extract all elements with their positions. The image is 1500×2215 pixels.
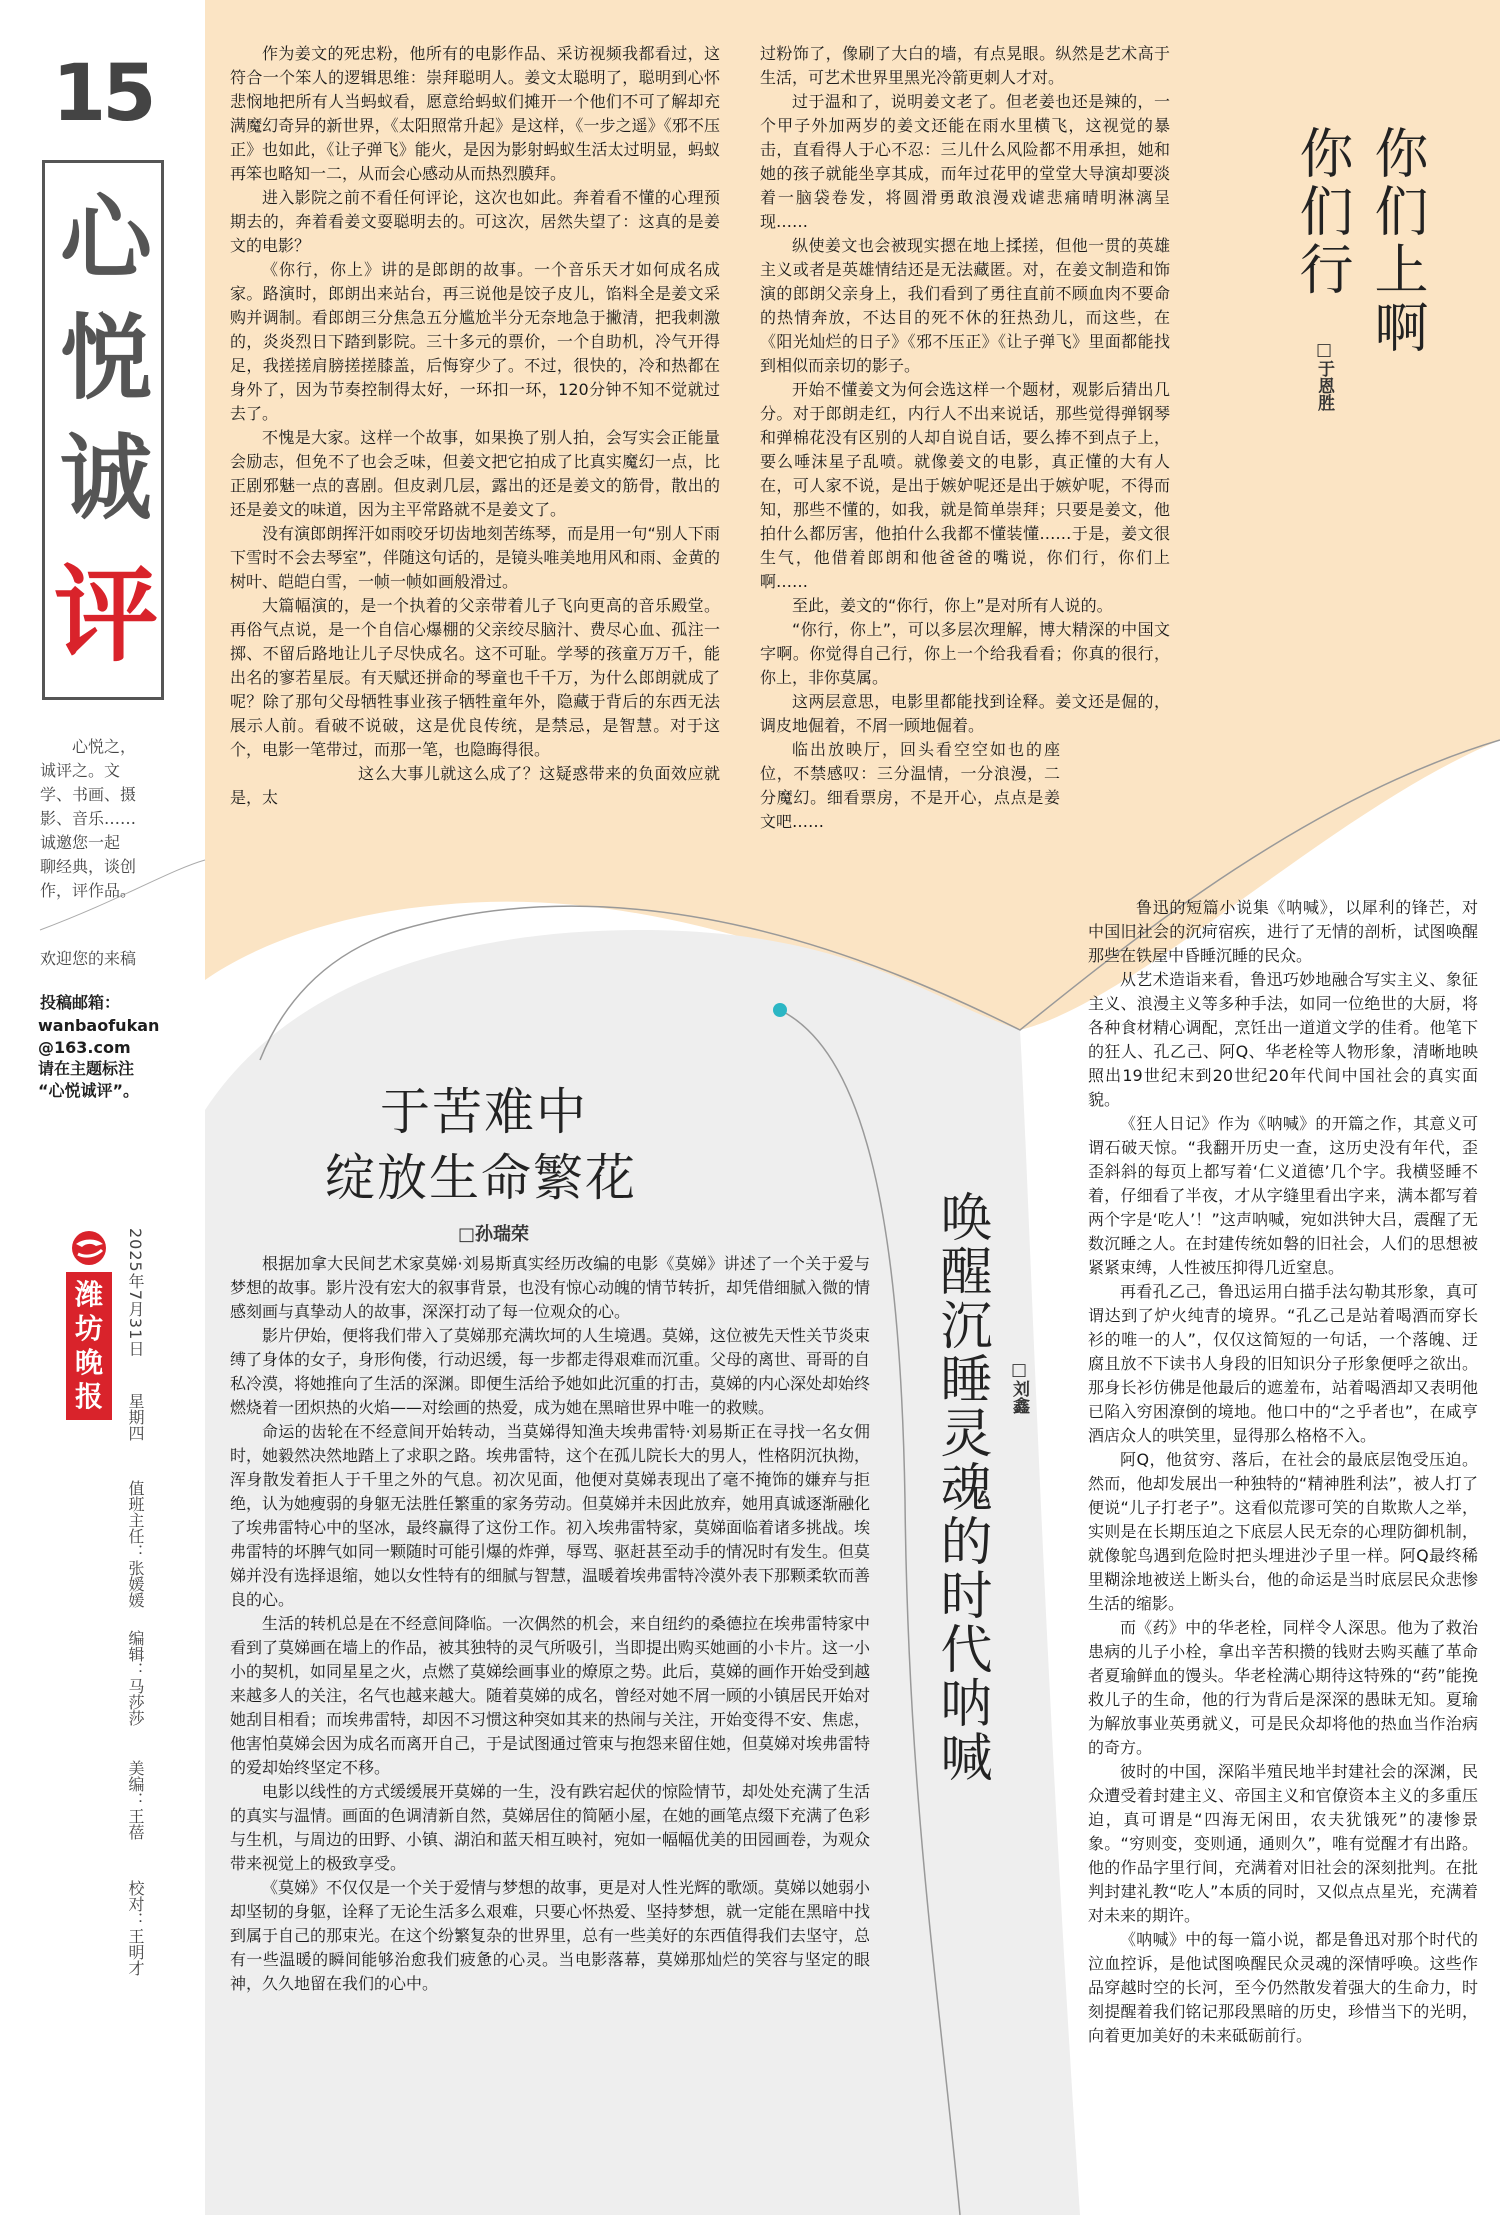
intro-line: 聊经典，谈创 (40, 857, 137, 876)
article3-title: 唤醒沉睡灵魂的时代呐喊 (931, 1190, 991, 1784)
brand-name (66, 1272, 112, 1420)
article1-paragraph: 不愧是大家。这样一个故事，如果换了别人拍，会写实会正能量会励志，但免不了也会乏味，但姜文把它拍成了比真实魔幻一点，比正剧邪魅一点的喜剧。但皮剥几层，露出的还是姜文的筋骨，散出的还是姜文的味道，因为主平常路就不是姜文了。 (230, 428, 720, 519)
article3-paragraph: 而《药》中的华老栓，同样令人深思。他为了救治患病的儿子小栓，拿出辛苦积攒的钱财去购买蘸了革命者夏瑜鲜血的馒头。华老栓满心期待这特殊的“药”能挽救儿子的生命，他的行为背后是深深的愚昧无知。夏瑜为解放事业英勇就义，可是民众却将他的热血当作治病的奇方。 (1088, 1618, 1478, 1757)
article1-paragraph: 开始不懂姜文为何会选这样一个题材，观影后猜出几分。对于郎朗走红，内行人不出来说话，那些觉得弹钢琴和弹棉花没有区别的人却自说自话，要么捧不到点子上，要么唾沫星子乱喷。就像姜文的电影，真正懂的大有人在，可人家不说，是出于嫉妒呢还是出于嫉妒呢，不得而知，那些不懂的，如我，就是简单崇拜；只要是姜文，他拍什么都厉害，他拍什么我都不懂装懂……于是，姜文很生气，他借着郎朗和他爸爸的嘴说，你们行，你们上啊…… (760, 380, 1170, 591)
column-title-char-4: 评 (53, 554, 158, 676)
article1-paragraph: 临出放映厅，回头看空空如也的座位，不禁感叹：三分温情，一分浪漫，二分魔幻。细看票房，不是开心，点点是姜文吧…… (760, 740, 1060, 831)
article1-paragraph: 没有演郎朗挥汗如雨咬牙切齿地刻苦练琴，而是用一句“别人下雨下雪时不会去琴室”，伴随这句话的，是镜头唯美地用风和雨、金黄的树叶、皑皑白雪，一帧一帧如画般滑过。 (230, 524, 720, 591)
column-title (42, 160, 164, 700)
article1-column2 (760, 42, 1170, 834)
email-note-line: 请在主题标注 (38, 1059, 135, 1078)
article2-title-line1: 于苦难中 (380, 1083, 588, 1141)
article1-paragraph: “你行，你上”，可以多层次理解，博大精深的中国文字啊。你觉得自己行，你上一个给我看看；你真的很行，你上，非你莫属。 (760, 620, 1170, 687)
article3-paragraph: 《呐喊》中的每一篇小说，都是鲁迅对那个时代的泣血控诉，是他试图唤醒民众灵魂的深情呼唤。这些作品穿越时空的长河，至今仍然散发着强大的生命力，时刻提醒着我们铭记那段黑暗的历史，珍惜当下的光明，向着更加美好的未来砥砺前行。 (1088, 1930, 1478, 2045)
column-title-char-1: 心 (59, 185, 152, 292)
intro-line: 诚评之。文 (40, 761, 121, 780)
article1-author: □于恩胜 (1314, 340, 1334, 411)
divider-node (773, 1003, 787, 1017)
article1-paragraph: 过于温和了，说明姜文老了。但老姜也还是辣的，一个甲子外加两岁的姜文还能在雨水里横飞，这视觉的暴击，直看得人于心不忍：三儿什么风险都不用承担，她和她的孩子就能坐享其成，而年过花甲的堂堂大导演却要淡着一脑袋卷发，将圆滑勇敢浪漫戏谑悲痛晴明淋漓呈现…… (760, 92, 1170, 231)
newspaper-brand (66, 1228, 112, 1498)
brand-char: 晚 (74, 1346, 103, 1379)
email-address-line: wanbaofukan (38, 1016, 160, 1035)
article3-body (1088, 896, 1478, 2048)
article2-paragraph: 根据加拿大民间艺术家莫娣·刘易斯真实经历改编的电影《莫娣》讲述了一个关于爱与梦想的故事。影片没有宏大的叙事背景，也没有惊心动魄的情节转折，却凭借细腻入微的情感刻画与真挚动人的故事，深深打动了每一位观众的心。 (230, 1254, 871, 1321)
article1-paragraph: 纵使姜文也会被现实摁在地上揉搓，但他一贯的英雄主义或者是英雄情结还是无法藏匿。对，在姜文制造和饰演的郎朗父亲身上，我们看到了勇往直前不顾血肉不要命的热情奔放，不达目的死不休的狂热劲儿，而这些，在《阳光灿烂的日子》《邪不压正》《让子弹飞》里面都能找到相似而亲切的影子。 (760, 236, 1170, 375)
intro-line: 影、音乐…… (40, 809, 137, 828)
article1-paragraph: 这两层意思，电影里都能找到诠释。姜文还是倔的，调皮地倔着，不屑一顾地倔着。 (760, 692, 1170, 735)
publication-date: 2025年7月31日 (126, 1228, 145, 1358)
brand-logo-icon (66, 1228, 112, 1268)
article3-paragraph: 彼时的中国，深陷半殖民地半封建社会的深渊，民众遭受着封建主义、帝国主义和官僚资本主义的多重压迫，真可谓是“四海无闲田，农夫犹饿死”的凄惨景象。“穷则变，变则通，通则久”，唯有觉醒才有出路。他的作品字里行间，充满着对旧社会的深刻批判。在批判封建礼教“吃人”本质的同时，又似点点星光，充满着对未来的期许。 (1088, 1762, 1478, 1925)
article3-paragraph: 再看孔乙己，鲁迅运用白描手法勾勒其形象，真可谓达到了炉火纯青的境界。“孔乙己是站着喝酒而穿长衫的唯一的人”，仅仅这简短的一句话，一个落魄、迂腐且放不下读书人身段的旧知识分子形象便呼之欲出。那身长衫仿佛是他最后的遮羞布，站着喝酒却又表明他已陷入穷困潦倒的境地。他口中的“之乎者也”，在咸亨酒店众人的哄笑里，显得那么格格不入。 (1088, 1282, 1478, 1445)
article2-paragraph: 电影以线性的方式缓缓展开莫娣的一生，没有跌宕起伏的惊险情节，却处处充满了生活的真实与温情。画面的色调清新自然，莫娣居住的简陋小屋，在她的画笔点缀下充满了色彩与生机，与周边的田野、小镇、湖泊和蓝天相互映衬，宛如一幅幅优美的田园画卷，为观众带来视觉上的极致享受。 (230, 1782, 871, 1873)
brand-char: 坊 (74, 1312, 103, 1345)
article1-paragraph: 进入影院之前不看任何评论，这次也如此。奔着看不懂的心理预期去的，奔着看姜文耍聪明去的。可这次，居然失望了：这真的是姜文的电影？ (230, 188, 720, 255)
intro-line: 心悦之， (72, 737, 137, 756)
article3-paragraph: 鲁迅的短篇小说集《呐喊》，以犀利的锋芒，对中国旧社会的沉疴宿疾，进行了无情的剖析，试图唤醒那些在铁屋中昏睡沉睡的民众。 (1088, 898, 1478, 965)
brand-char: 报 (74, 1380, 103, 1413)
article3-paragraph: 阿Q，他贫穷、落后，在社会的最底层饱受压迫。然而，他却发展出一种独特的“精神胜利法”，被人打了便说“儿子打老子”。这看似荒谬可笑的自欺欺人之举，实则是在长期压迫之下底层人民无奈的心理防御机制，就像鸵鸟遇到危险时把头埋进沙子里一样。阿Q最终稀里糊涂地被送上断头台，他的命运是当时底层民众悲惨生活的缩影。 (1088, 1450, 1478, 1613)
email-note (38, 1058, 188, 1102)
welcome-text: 欢迎您的来稿 (40, 949, 137, 968)
article2-body (230, 1252, 870, 1996)
intro-line: 学、书画、摄 (40, 785, 137, 804)
article1-title-line2: 你们上啊 (1366, 125, 1429, 357)
credit-duty-editor: 值班主任：张媛媛 (126, 1480, 145, 1608)
brand-char: 潍 (74, 1278, 103, 1311)
article2-paragraph: 命运的齿轮在不经意间开始转动，当莫娣得知渔夫埃弗雷特·刘易斯正在寻找一名女佣时，她毅然决然地踏上了求职之路。埃弗雷特，这个在孤儿院长大的男人，性格阴沉执拗，浑身散发着拒人于千里之外的气息。初次见面，他便对莫娣表现出了毫不掩饰的嫌弃与拒绝，认为她瘦弱的身躯无法胜任繁重的家务劳动。但莫娣并未因此放弃，她用真诚逐渐融化了埃弗雷特心中的坚冰，最终赢得了这份工作。初入埃弗雷特家，莫娣面临着诸多挑战。埃弗雷特的坏脾气如同一颗随时可能引爆的炸弹，辱骂、驱赶甚至动手的情况时有发生。但莫娣并没有选择退缩，她以女性特有的细腻与智慧，温暖着埃弗雷特冷漠外表下那颗柔软而善良的心。 (230, 1422, 871, 1609)
email-label: 投稿邮箱： (40, 993, 121, 1012)
intro-line: 作，评作品。 (40, 881, 137, 900)
email-address[interactable] (38, 1015, 159, 1059)
article1-paragraph: 至此，姜文的“你行，你上”是对所有人说的。 (792, 596, 1113, 615)
article2-paragraph: 生活的转机总是在不经意间降临。一次偶然的机会，来自纽约的桑德拉在埃弗雷特家中看到了莫娣画在墙上的作品，被其独特的灵气所吸引，当即提出购买她画的小卡片。这一小小的契机，如同星星之火，点燃了莫娣绘画事业的燎原之势。此后，莫娣的画作开始受到越来越多人的关注，名气也越来越大。随着莫娣的成名，曾经对她不屑一顾的小镇居民开始对她刮目相看；而埃弗雷特，却因不习惯这种突如其来的热闹与关注，开始变得不安、焦虑，他害怕莫娣会因为成名而离开自己，于是试图通过管束与抱怨来留住她，但莫娣对埃弗雷特的爱却始终坚定不移。 (230, 1614, 871, 1777)
email-note-line: “心悦诚评”。 (38, 1081, 140, 1100)
credit-art-editor: 美编：王蓓 (126, 1760, 145, 1840)
article1-title-line1: 你们行 (1291, 125, 1354, 299)
page-number: 15 (52, 49, 153, 139)
article1-paragraph: 《你行，你上》讲的是郎朗的故事。一个音乐天才如何成名成家。路演时，郎朗出来站台，再三说他是饺子皮儿，馅料全是姜文采购并调制。看郎朗三分焦急五分尴尬半分无奈地急于撇清，把我刺激的，炎炎烈日下踏到影院。三十多元的票价，一个自助机，冷气开得足，我搓搓肩膀搓搓膝盖，后悔穿少了。不过，很快的，冷和热都在身外了，因为节奏控制得太好，一环扣一环，120分钟不知不觉就过去了。 (230, 260, 720, 423)
column-title-char-3: 诚 (59, 425, 152, 532)
article1-paragraph: 这么大事儿就这么成了？这疑惑带来的负面效应就是，太 (230, 764, 720, 807)
intro-line: 诚邀您一起 (40, 833, 121, 852)
credit-proofreader: 校对：王明才 (126, 1880, 145, 1976)
article2-paragraph: 《莫娣》不仅仅是一个关于爱情与梦想的故事，更是对人性光辉的歌颂。莫娣以她弱小却坚韧的身躯，诠释了无论生活多么艰难，只要心怀热爱、坚持梦想，就一定能在黑暗中找到属于自己的那束光。在这个纷繁复杂的世界里，总有一些美好的东西值得我们去坚守，总有一些温暖的瞬间能够治愈我们疲惫的心灵。当电影落幕，莫娣那灿烂的笑容与坚定的眼神，久久地留在我们的心中。 (230, 1878, 871, 1993)
column-title-char-2: 悦 (59, 305, 152, 412)
article1-column1 (230, 42, 720, 810)
article1-paragraph: 过粉饰了，像刷了大白的墙，有点晃眼。纵然是艺术高于生活，可艺术世界里黑光冷箭更刺人才对。 (760, 44, 1170, 87)
column-intro (40, 735, 190, 903)
article3-paragraph: 《狂人日记》作为《呐喊》的开篇之作，其意义可谓石破天惊。“我翻开历史一查，这历史没有年代，歪歪斜斜的每页上都写着‘仁义道德’几个字。我横竖睡不着，仔细看了半夜，才从字缝里看出字来，满本都写着两个字是‘吃人’！”这声呐喊，宛如洪钟大吕，震醒了无数沉睡之人。在封建传统如磐的旧社会，人们的思想被紧紧束缚，人性被压抑得几近窒息。 (1088, 1114, 1478, 1277)
credit-editor: 编辑：马莎莎 (126, 1630, 145, 1726)
article1-paragraph: 大篇幅演的，是一个执着的父亲带着儿子飞向更高的音乐殿堂。再俗气点说，是一个自信心爆棚的父亲绞尽脑汁、费尽心血、孤注一掷、不留后路地让儿子尽快成名。这不可耻。学琴的孩童万万千，能出名的寥若星辰。有天赋还拼命的琴童也千千万，为什么郎朗就成了呢？除了那句父母牺牲事业孩子牺牲童年外，隐藏于背后的东西无法展示人前。看破不说破，这是优良传统，是禁忌，是智慧。对于这个，电影一笔带过，而那一笔，也隐晦得很。 (230, 596, 720, 759)
article3-paragraph: 从艺术造诣来看，鲁迅巧妙地融合写实主义、象征主义、浪漫主义等多种手法，如同一位绝世的大厨，将各种食材精心调配，烹饪出一道道文学的佳肴。他笔下的狂人、孔乙己、阿Q、华老栓等人物形象，清晰地映照出19世纪末到20世纪20年代间中国社会的真实面貌。 (1088, 970, 1478, 1109)
email-address-line: @163.com (38, 1038, 131, 1057)
weekday: 星期四 (126, 1393, 145, 1441)
article1-paragraph: 作为姜文的死忠粉，他所有的电影作品、采访视频我都看过，这符合一个笨人的逻辑思维：崇拜聪明人。姜文太聪明了，聪明到心怀悲悯地把所有人当蚂蚁看，愿意给蚂蚁们摊开一个他们不可了解却充满魔幻奇异的新世界，《太阳照常升起》是这样，《一步之遥》《邪不压正》也如此，《让子弹飞》能火，是因为影射蚂蚁生活太过明显，蚂蚁再笨也略知一二，从而会心感动从而热烈膜拜。 (230, 44, 720, 183)
article2-title-line2: 绽放生命繁花 (325, 1149, 637, 1207)
article3-author: □刘鑫 (1009, 1360, 1029, 1414)
article2-author: □孙瑞荣 (458, 1224, 530, 1245)
article2-paragraph: 影片伊始，便将我们带入了莫娣那充满坎坷的人生境遇。莫娣，这位被先天性关节炎束缚了身体的女子，身形佝偻，行动迟缓，每一步都走得艰难而沉重。父母的离世、哥哥的自私冷漠，将她推向了生活的深渊。即便生活给予她如此沉重的打击，莫娣的内心深处却始终燃烧着一团炽热的火焰——对绘画的热爱，成为她在黑暗世界中唯一的救赎。 (230, 1326, 871, 1417)
